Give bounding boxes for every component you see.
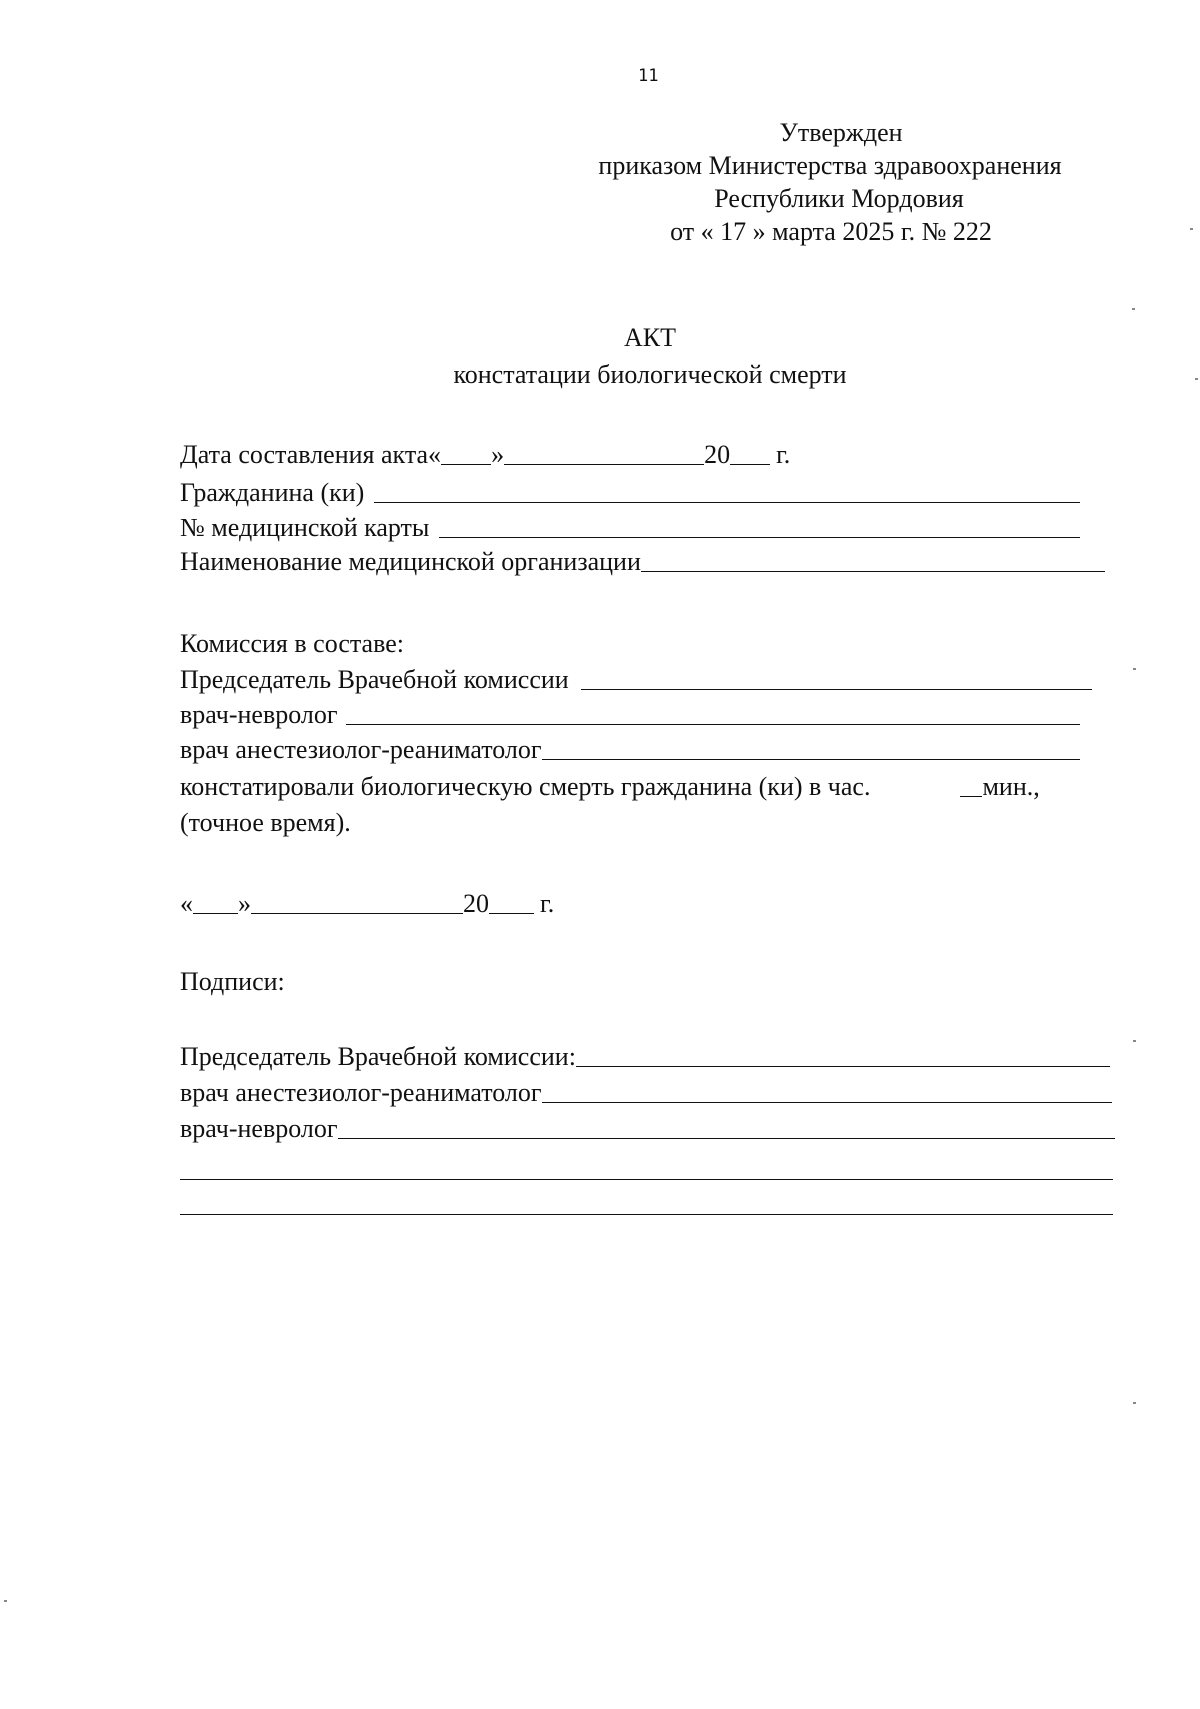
stated-time-text: констатировали биологическую смерть гражданина (ки) в час. bbox=[180, 772, 871, 801]
act-date-label: Дата составления акта« bbox=[180, 440, 442, 469]
approval-line-3: Республики Мордовия bbox=[714, 184, 964, 213]
medical-card-row bbox=[180, 511, 1080, 545]
signature-neurologist-blank[interactable] bbox=[338, 1138, 1115, 1139]
signature-chairman-blank[interactable] bbox=[576, 1066, 1110, 1067]
scan-speck bbox=[1195, 378, 1198, 380]
scan-speck bbox=[1133, 1040, 1136, 1042]
commission-chairman-row bbox=[180, 663, 1092, 697]
signature-anesthesiologist-label: врач анестезиолог-реаниматолог bbox=[180, 1078, 542, 1107]
document-title: АКТ bbox=[624, 323, 676, 352]
commission-chairman-label: Председатель Врачебной комиссии bbox=[180, 665, 569, 694]
organization-blank[interactable] bbox=[641, 571, 1105, 572]
medical-card-label: № медицинской карты bbox=[180, 513, 430, 542]
second-date-day-blank[interactable] bbox=[193, 913, 238, 914]
signature-anesthesiologist-blank[interactable] bbox=[542, 1102, 1112, 1103]
signature-chairman-label: Председатель Врачебной комиссии: bbox=[180, 1042, 576, 1071]
citizen-row bbox=[180, 476, 1080, 510]
stated-minutes-blank[interactable] bbox=[960, 796, 982, 797]
signature-chairman-row bbox=[180, 1040, 1110, 1074]
commission-heading bbox=[180, 627, 404, 661]
stated-minutes-label: мин., bbox=[982, 772, 1040, 801]
commission-neurologist-row bbox=[180, 698, 1080, 732]
organization-row bbox=[180, 545, 1105, 579]
scan-speck bbox=[1133, 1402, 1136, 1404]
citizen-label: Гражданина (ки) bbox=[180, 478, 365, 507]
scan-speck bbox=[1133, 668, 1136, 670]
second-date-close-quote: » bbox=[238, 889, 251, 918]
commission-neurologist-label: врач-невролог bbox=[180, 700, 338, 729]
second-date-open-quote: « bbox=[180, 889, 193, 918]
stated-time-row bbox=[180, 770, 1140, 804]
second-date-year-prefix: 20 bbox=[463, 889, 489, 918]
act-date-year-prefix: 20 bbox=[704, 440, 731, 469]
second-date-year-suffix: г. bbox=[540, 889, 555, 918]
exact-time-row bbox=[180, 806, 351, 840]
second-date-month-blank[interactable] bbox=[251, 913, 463, 914]
citizen-blank[interactable] bbox=[374, 502, 1080, 503]
act-date-day-blank[interactable] bbox=[441, 464, 491, 465]
signature-neurologist-row bbox=[180, 1112, 1115, 1146]
signature-anesthesiologist-row bbox=[180, 1076, 1112, 1110]
commission-heading-text: Комиссия в составе: bbox=[180, 629, 404, 658]
organization-label: Наименование медицинской организации bbox=[180, 547, 641, 576]
commission-chairman-blank[interactable] bbox=[581, 689, 1092, 690]
approval-stamp bbox=[560, 116, 1100, 248]
signatures-heading bbox=[180, 965, 285, 999]
approval-line-2: приказом Министерства здравоохранения bbox=[598, 151, 1062, 180]
approval-line-4: от « 17 » марта 2025 г. № 222 bbox=[670, 217, 992, 246]
signature-neurologist-label: врач-невролог bbox=[180, 1114, 338, 1143]
signatures-heading-text: Подписи: bbox=[180, 967, 285, 996]
medical-card-blank[interactable] bbox=[439, 537, 1080, 538]
commission-anesthesiologist-row bbox=[180, 733, 1080, 767]
scan-speck bbox=[1132, 308, 1135, 310]
commission-anesthesiologist-blank[interactable] bbox=[542, 759, 1080, 760]
page-number: 11 bbox=[638, 66, 659, 86]
exact-time-text: (точное время). bbox=[180, 808, 351, 837]
act-date-year-blank[interactable] bbox=[730, 464, 770, 465]
act-date-year-suffix: г. bbox=[776, 440, 791, 469]
signature-extra-line-1[interactable] bbox=[180, 1179, 1113, 1180]
second-date-year-blank[interactable] bbox=[489, 913, 534, 914]
act-date-quote-close: » bbox=[491, 440, 505, 469]
act-date-month-blank[interactable] bbox=[504, 464, 704, 465]
scan-speck bbox=[4, 1600, 7, 1602]
commission-neurologist-blank[interactable] bbox=[346, 724, 1080, 725]
document-subtitle: констатации биологической смерти bbox=[453, 360, 847, 389]
scan-speck bbox=[1190, 228, 1193, 230]
approval-line-1: Утвержден bbox=[779, 118, 903, 147]
second-date-row bbox=[180, 887, 680, 921]
commission-anesthesiologist-label: врач анестезиолог-реаниматолог bbox=[180, 735, 542, 764]
signature-extra-line-2[interactable] bbox=[180, 1214, 1113, 1215]
act-date-row bbox=[180, 438, 880, 472]
